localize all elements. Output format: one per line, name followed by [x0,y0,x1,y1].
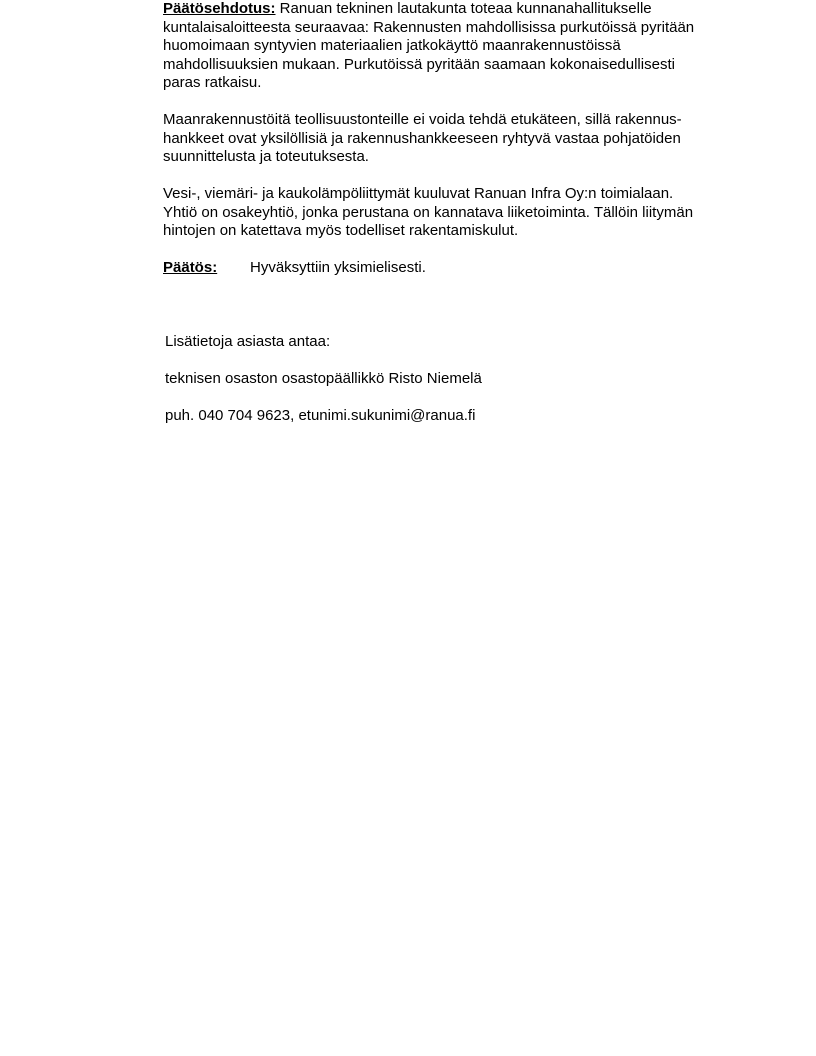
proposal-label: Päätösehdotus: [163,0,276,17]
decision-row [163,259,743,278]
document-body [163,0,743,278]
contact-person: teknisen osaston osastopäällikkö Risto Niemelä [165,369,482,387]
contact-heading: Lisätietoja asiasta antaa: [165,332,331,350]
decision-value: Hyväksyttiin yksimielisesti. [250,259,426,276]
contact-details: puh. 040 704 9623, etunimi.sukunimi@ranua.fi [165,406,476,424]
utility-connections-paragraph: Vesi-, viemäri- ja kaukolämpöliittymät kuuluvat Ranuan Infra Oy:n toimialaan. Yhtiö on osakeyhtiö, jonka perustana on kannatava liiketoiminta. Tällöin liitymän hintojen on katettava myös todelliset rakentamiskulut. [163,185,694,239]
proposal-text: Ranuan tekninen lautakunta toteaa kunnanahallitukselle kuntalaisaloitteesta seuraavaa: Rakennusten mahdollisissa purkutöissä pyritään huomoimaan syntyvien materiaalien jatkokäyttö maanrakennustöissä mahdollisuuksien mukaan. Purkutöissä pyritään saamaan kokonaisedullisesti paras ratkaisu. [163,0,695,91]
proposal-paragraph [163,0,743,93]
industrial-lots-paragraph: Maanrakennustöitä teollisuustonteille ei voida tehdä etukäteen, sillä rakennus- hankkeet ovat yksilöllisiä ja rakennushankkeeseen ryhtyvä vastaa pohjatöiden suunnittelusta ja toteutuksesta. [163,111,682,165]
decision-label: Päätös: [163,259,218,276]
contact-info [165,314,482,444]
